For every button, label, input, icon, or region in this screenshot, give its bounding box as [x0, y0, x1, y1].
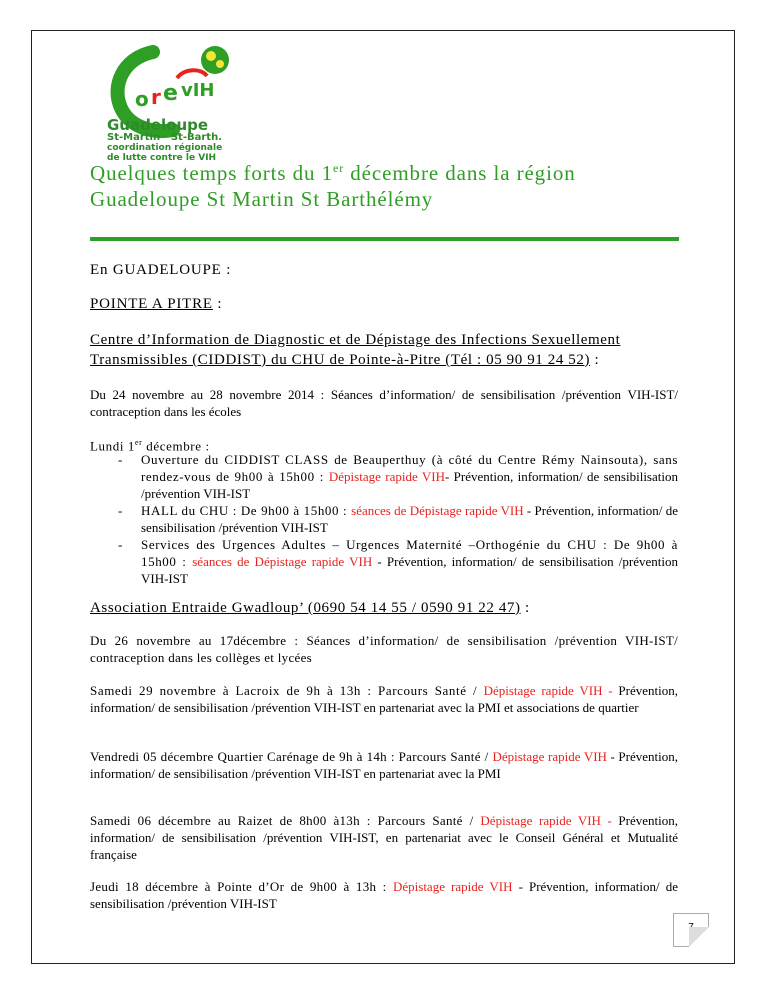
svg-text:e: e: [163, 81, 178, 106]
city-heading-text: POINTE A PITRE: [90, 296, 213, 312]
entraide-p3: [90, 748, 678, 782]
item2-b: - Prévention, information/ de sensibilisation /prévention VIH-IST: [141, 503, 678, 535]
p2-red: Dépistage rapide VIH -: [483, 683, 613, 698]
entraide-p4: [90, 812, 678, 863]
p4-b: Prévention, information/ de sensibilisation /prévention VIH-IST, en partenariat avec le Conseil Général et Mutualité française: [90, 813, 678, 862]
item2-red: séances de Dépistage rapide VIH: [351, 503, 524, 518]
entraide-p2: [90, 682, 678, 716]
title-divider: [90, 237, 679, 241]
item1-a: Ouverture du CIDDIST CLASS de Beauperthuy (à côté du Centre Rémy Nainsouta), sans rendez-vous de 9h00 à 15h00 :: [141, 452, 678, 484]
page-number: 7: [688, 922, 694, 933]
title-line2: Guadeloupe St Martin St Barthélémy: [90, 187, 434, 211]
ciddist-heading: [90, 330, 690, 370]
entraide-heading: [90, 598, 690, 618]
p3-red: Dépistage rapide VIH: [492, 749, 607, 764]
city-heading: [90, 296, 222, 313]
title-line1-a: Quelques temps forts du 1: [90, 161, 333, 185]
entraide-heading-text: Association Entraide Gwadloup’ (0690 54 14 55 / 0590 91 22 47): [90, 600, 521, 616]
svg-text:vIH: vIH: [181, 80, 215, 101]
item2-a: HALL du CHU : De 9h00 à 15h00 :: [141, 503, 352, 518]
entraide-p1: Du 26 novembre au 17décembre : Séances d’information/ de sensibilisation /prévention VIH-IST/ contraception dans les collèges et lycées: [90, 633, 678, 665]
item3-red: séances de Dépistage rapide VIH: [192, 554, 373, 569]
region-heading: En GUADELOUPE :: [90, 262, 232, 278]
svg-text:o: o: [135, 87, 149, 111]
list-item: [90, 536, 678, 587]
p5-b: - Prévention, information/ de sensibilisation /prévention VIH-IST: [90, 879, 678, 911]
ciddist-heading-line2: Transmissibles (CIDDIST) du CHU de Pointe-à-Pitre (Tél : 05 90 91 24 52): [90, 352, 591, 368]
svg-text:r: r: [151, 85, 161, 109]
entraide-heading-suffix: :: [520, 600, 530, 616]
logo-region: Guadeloupe: [107, 116, 209, 134]
logo-sub2: coordination régionale: [107, 143, 223, 153]
list-item: [90, 451, 678, 502]
title-line1-b: décembre dans la région: [344, 161, 576, 185]
lundi-a: Lundi 1: [90, 438, 136, 454]
p3-b: - Prévention, information/ de sensibilisation /prévention VIH-IST en partenariat avec la PMI: [90, 749, 678, 781]
ciddist-list: [90, 451, 678, 587]
logo-sub3: de lutte contre le VIH: [107, 153, 217, 163]
page-number-box: [673, 913, 709, 947]
logo-sub1: St-Martin · St-Barth.: [107, 132, 222, 143]
item3-b: - Prévention, information/ de sensibilisation /prévention VIH-IST: [141, 554, 678, 586]
item3-a: Services des Urgences Adultes – Urgences Maternité –Orthogénie du CHU : De 9h00 à 15h00 :: [141, 537, 678, 569]
item1-b: - Prévention, information/ de sensibilisation /prévention VIH-IST: [141, 469, 678, 501]
item1-red: Dépistage rapide VIH: [328, 469, 445, 484]
lundi-b: décembre :: [142, 438, 210, 454]
p2-a: Samedi 29 novembre à Lacroix de 9h à 13h : Parcours Santé /: [90, 683, 484, 698]
city-heading-suffix: :: [212, 296, 223, 312]
list-item: [90, 502, 678, 536]
p4-a: Samedi 06 décembre au Raizet de 8h00 à13h : Parcours Santé /: [90, 813, 481, 828]
p4-red: Dépistage rapide VIH -: [480, 813, 612, 828]
ciddist-heading-line1: Centre d’Information de Diagnostic et de Dépistage des Infections Sexuellement: [90, 332, 621, 348]
logo-text: [107, 117, 247, 163]
title-sup: er: [332, 161, 345, 175]
ciddist-heading-suffix: :: [590, 352, 600, 368]
p3-a: Vendredi 05 décembre Quartier Carénage de 9h à 14h : Parcours Santé /: [90, 749, 493, 764]
document-title: [90, 160, 710, 212]
ciddist-para1: Du 24 novembre au 28 novembre 2014 : Séances d’information/ de sensibilisation /prévention VIH-IST/ contraception dans les écoles: [90, 387, 678, 419]
p5-a: Jeudi 18 décembre à Pointe d’Or de 9h00 à 13h :: [90, 879, 393, 894]
p2-b: Prévention, information/ de sensibilisation /prévention VIH-IST en partenariat avec la PMI et associations de quartier: [90, 683, 678, 715]
p5-red: Dépistage rapide VIH: [392, 879, 513, 894]
lundi-sup: er: [135, 438, 143, 447]
entraide-p5: [90, 878, 678, 912]
